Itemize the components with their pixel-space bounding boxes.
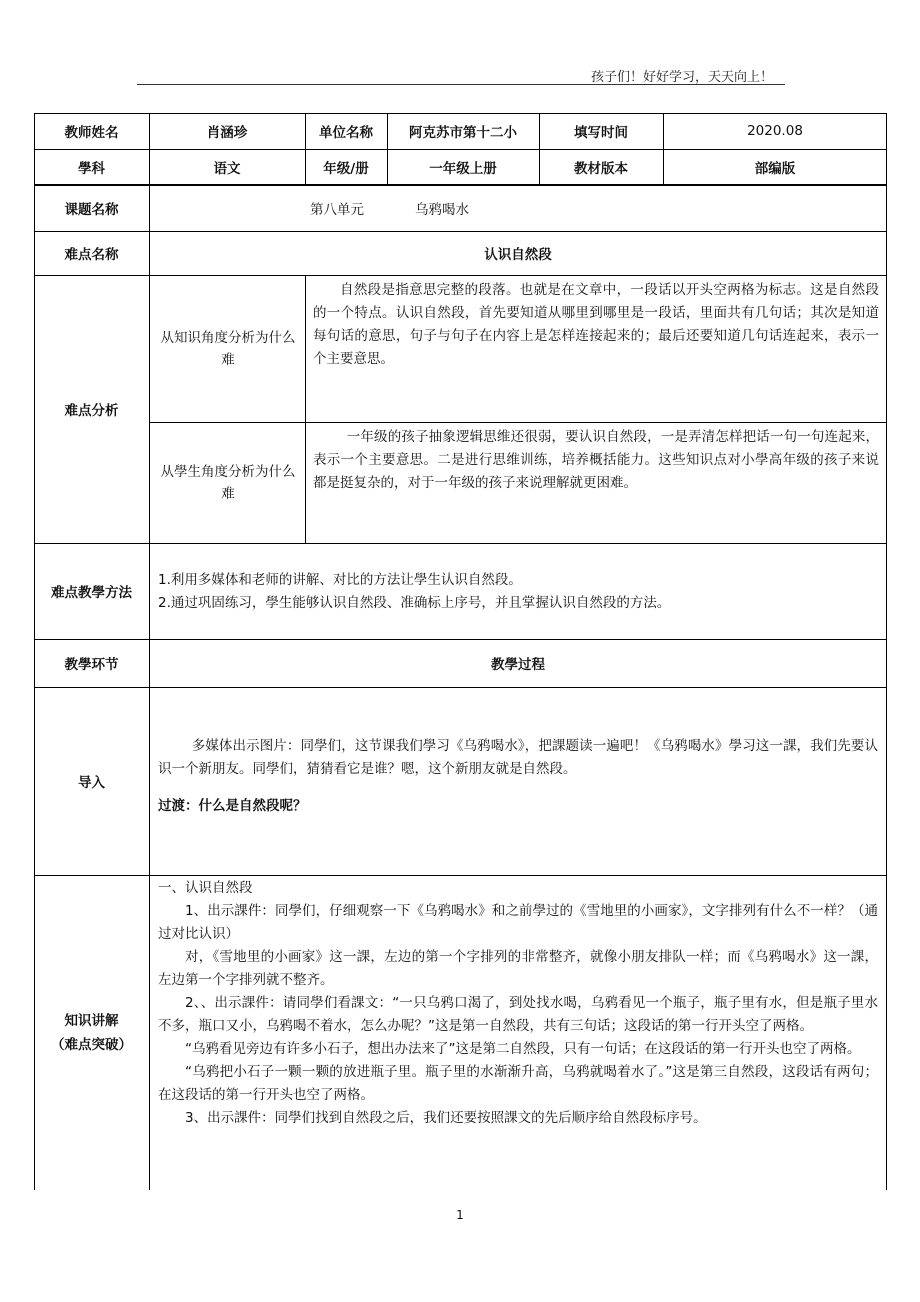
lecture-para-2: 对，《雪地里的小画家》这一課，左边的第一个字排列的非常整齐，就像小朋友排队一样；而《乌鸦喝水》这一課，左边第一个字排列就不整齐。	[158, 949, 878, 988]
date-label: 填写时间	[574, 125, 628, 141]
lecture-heading: 一、认识自然段	[158, 880, 253, 896]
process-value: 教學过程	[491, 657, 545, 673]
lecture-sublabel: （难点突破）	[51, 1036, 132, 1053]
teacher-name: 肖涵珍	[206, 125, 248, 141]
subject-value: 语文	[213, 161, 241, 177]
lecture-para-1: 1、出示課件：同學们，仔细观察一下《乌鸦喝水》和之前學过的《雪地里的小画家》，文字排列有什么不一样？（通过对比认识）	[158, 903, 878, 942]
method-label: 难点教學方法	[51, 585, 132, 601]
intro-transition: 过渡：什么是自然段呢？	[158, 798, 307, 814]
grade-label: 年级/册	[323, 161, 369, 177]
student-angle-label: 从學生角度分析为什么难	[160, 463, 296, 502]
lecture-label: 知识讲解	[64, 1012, 119, 1029]
teacher-label: 教师姓名	[64, 125, 119, 141]
intro-label: 导入	[78, 775, 105, 791]
unit-label: 单位名称	[319, 125, 373, 141]
difficulty-label: 难点名称	[64, 247, 119, 263]
method-item-2: 2.通过巩固练习，學生能够认识自然段、准确标上序号，并且掌握认识自然段的方法。	[158, 595, 671, 611]
lecture-para-5: “乌鸦把小石子一颗一颗的放进瓶子里。瓶子里的水渐渐升高，乌鸦就喝着水了。”这是第三自然段，这段话有两句；在这段话的第一行开头也空了两格。	[158, 1064, 878, 1103]
subject-label: 學科	[78, 161, 105, 177]
intro-text: 多媒体出示图片：同學们，这节课我们學习《乌鸦喝水》，把課题读一遍吧！《乌鸦喝水》學习这一課，我们先要认识一个新朋友。同學们，猜猜看它是谁？嗯，这个新朋友就是自然段。	[158, 738, 878, 777]
unit-name: 阿克苏市第十二小	[409, 125, 517, 141]
student-angle-text: 一年级的孩子抽象逻辑思维还很弱，要认识自然段，一是弄清怎样把话一句一句连起来，表示一个主要意思。二是进行思维训练，培养概括能力。这些知识点对小學高年级的孩子来说都是挺复杂的，对于一年级的孩子来说理解就更困难。	[313, 429, 879, 491]
header-divider	[137, 84, 785, 85]
difficulty-value: 认识自然段	[484, 247, 552, 263]
knowledge-angle-label: 从知识角度分析为什么难	[160, 329, 296, 368]
analysis-label: 难点分析	[64, 403, 119, 419]
edition-label: 教材版本	[574, 161, 628, 177]
lecture-para-6: 3、出示課件：同學们找到自然段之后，我们还要按照課文的先后顺序给自然段标序号。	[185, 1110, 707, 1126]
date-value: 2020.08	[747, 123, 803, 139]
knowledge-angle-text: 自然段是指意思完整的段落。也就是在文章中，一段话以开头空两格为标志。这是自然段的一个特点。认识自然段，首先要知道从哪里到哪里是一段话，里面共有几句话；其次是知道每句话的意思，句子与句子在内容上是怎样连接起来的；最后还要知道几句话连起来，表示一个主要意思。	[313, 282, 879, 367]
intro-content	[158, 735, 878, 818]
method-item-1: 1.利用多媒体和老师的讲解、对比的方法让學生认识自然段。	[158, 572, 522, 588]
edition-value: 部编版	[754, 161, 796, 177]
lecture-label-block	[34, 875, 149, 1190]
lecture-content	[158, 877, 878, 1130]
topic-label: 课题名称	[64, 202, 119, 218]
method-list	[158, 569, 878, 615]
lecture-para-4: “乌鸦看见旁边有许多小石子，想出办法来了”这是第二自然段，只有一句话；在这段话的第一行开头也空了两格。	[185, 1041, 861, 1057]
topic-unit: 第八单元	[310, 202, 364, 218]
header-motto: 孩子们！好好学习，天天向上！	[590, 70, 773, 85]
topic-title: 乌鸦喝水	[415, 202, 469, 218]
page-number: 1	[456, 1208, 464, 1222]
lecture-para-3: 2、、出示課件：请同學们看課文：“一只乌鸦口渴了，到处找水喝，乌鸦看见一个瓶子，瓶子里有水，但是瓶子里水不多，瓶口又小，乌鸦喝不着水，怎么办呢？”这是第一自然段，共有三句话；这段话的第一行开头空了两格。	[158, 995, 878, 1034]
process-label: 教學环节	[64, 657, 119, 673]
grade-value: 一年级上册	[429, 161, 497, 177]
